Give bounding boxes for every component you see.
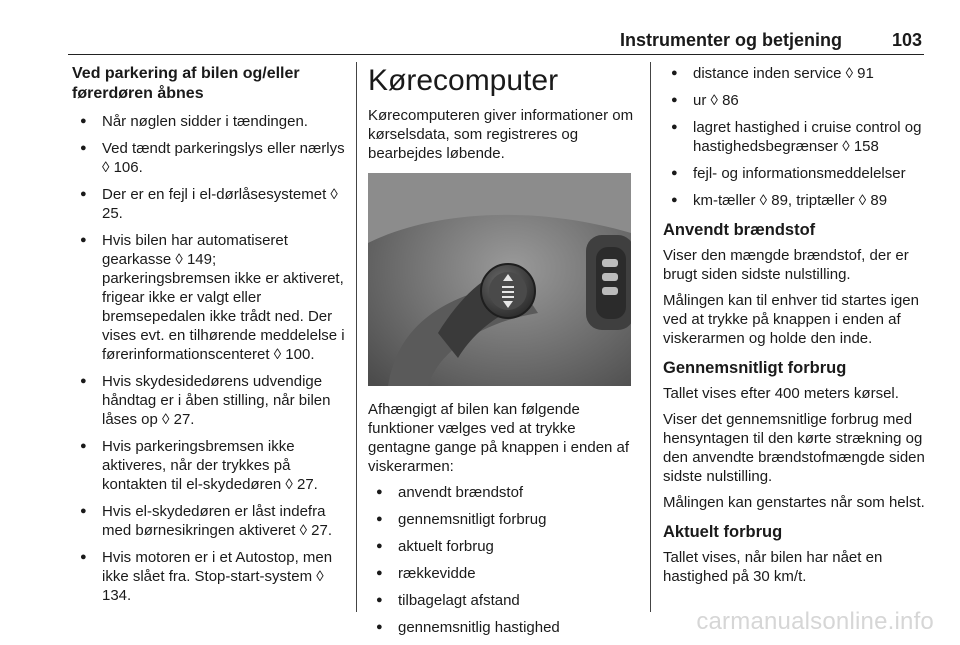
column-divider bbox=[650, 62, 651, 612]
current-consumption-text: Tallet vises, når bilen har nået en hastighed på 30 km/t. bbox=[663, 549, 883, 585]
parking-list bbox=[72, 112, 348, 605]
list-item: ● fejl- og informationsmeddelelser bbox=[663, 164, 928, 183]
average-consumption-heading: Gennemsnitligt forbrug bbox=[663, 359, 847, 377]
column-right bbox=[663, 64, 928, 593]
list-item: ● Ved tændt parkeringslys eller nærlys ◊ 106. bbox=[72, 139, 348, 177]
trip-computer-title: Kørecomputer bbox=[368, 64, 559, 97]
list-item: ● gennemsnitlig hastighed bbox=[368, 618, 634, 637]
list-item: ● distance inden service ◊ 91 bbox=[663, 64, 928, 83]
list-item: ● rækkevidde bbox=[368, 564, 634, 583]
list-item: ● tilbagelagt afstand bbox=[368, 591, 634, 610]
wiper-stalk-illustration bbox=[368, 173, 631, 386]
list-item: ● Hvis skydesidedørens udvendige håndtag er i åben stilling, når bilen låses op ◊ 27. bbox=[72, 372, 348, 429]
column-divider bbox=[356, 62, 357, 612]
trip-computer-intro: Kørecomputeren giver informationer om kørselsdata, som registreres og bearbejdes løbende. bbox=[368, 107, 634, 162]
page-header bbox=[68, 28, 924, 55]
list-item: ● Der er en fejl i el-dørlåsesystemet ◊ 25. bbox=[72, 185, 348, 223]
list-item: ● gennemsnitligt forbrug bbox=[368, 510, 634, 529]
list-item: ● km-tæller ◊ 89, triptæller ◊ 89 bbox=[663, 191, 928, 210]
parking-heading: Ved parkering af bilen og/eller førerdøren åbnes bbox=[72, 65, 300, 102]
average-consumption-text-1: Tallet vises efter 400 meters kørsel. bbox=[663, 385, 899, 402]
list-item: ● Hvis bilen har automatiseret gearkasse ◊ 149; parkeringsbremsen ikke er aktiveret, frigear ikke er valgt eller bremsepedalen ikke trådt ned. Der vises evt. en tilhørende meddelelse i førerinformationscenteret ◊ 100. bbox=[72, 231, 348, 364]
function-selection-text: Afhængigt af bilen kan følgende funktioner vælges ved at trykke gentagne gange på knappen i enden af viskerarmen: bbox=[368, 401, 630, 475]
fuel-used-text: Viser den mængde brændstof, der er brugt siden sidste nulstilling. bbox=[663, 247, 909, 283]
section-title: Instrumenter og betjening bbox=[619, 30, 842, 50]
fuel-used-heading: Anvendt brændstof bbox=[663, 221, 816, 239]
function-list-continued bbox=[663, 64, 928, 210]
list-item: ● Når nøglen sidder i tændingen. bbox=[72, 112, 348, 131]
list-item: ● ur ◊ 86 bbox=[663, 91, 928, 110]
average-consumption-text-3: Målingen kan genstartes når som helst. bbox=[663, 494, 925, 511]
average-consumption-text-2: Viser det gennemsnitlige forbrug med hensyntagen til den kørte strækning og den anvendte brændstofmængde siden sidste nulstilling. bbox=[663, 411, 925, 485]
list-item: ● Hvis motoren er i et Autostop, men ikke slået fra. Stop-start-system ◊ 134. bbox=[72, 548, 348, 605]
page-number: 103 bbox=[891, 30, 922, 50]
column-left bbox=[72, 64, 348, 613]
list-item: ● anvendt brændstof bbox=[368, 483, 634, 502]
function-list bbox=[368, 483, 634, 637]
list-item: ● Hvis parkeringsbremsen ikke aktiveres, når der trykkes på kontakten til el-skydedøren ◊ 27. bbox=[72, 437, 348, 494]
current-consumption-heading: Aktuelt forbrug bbox=[663, 523, 783, 541]
list-item: ● lagret hastighed i cruise control og hastighedsbegrænser ◊ 158 bbox=[663, 118, 928, 156]
wiper-stalk-image bbox=[368, 173, 631, 386]
list-item: ● Hvis el-skydedøren er låst indefra med børnesikringen aktiveret ◊ 27. bbox=[72, 502, 348, 540]
watermark: carmanualsonline.info bbox=[696, 608, 934, 635]
column-middle bbox=[368, 64, 634, 645]
list-item: ● aktuelt forbrug bbox=[368, 537, 634, 556]
fuel-used-reset-text: Målingen kan til enhver tid startes igen ved at trykke på knappen i enden af viskerarmen og holde den inde. bbox=[663, 292, 919, 347]
